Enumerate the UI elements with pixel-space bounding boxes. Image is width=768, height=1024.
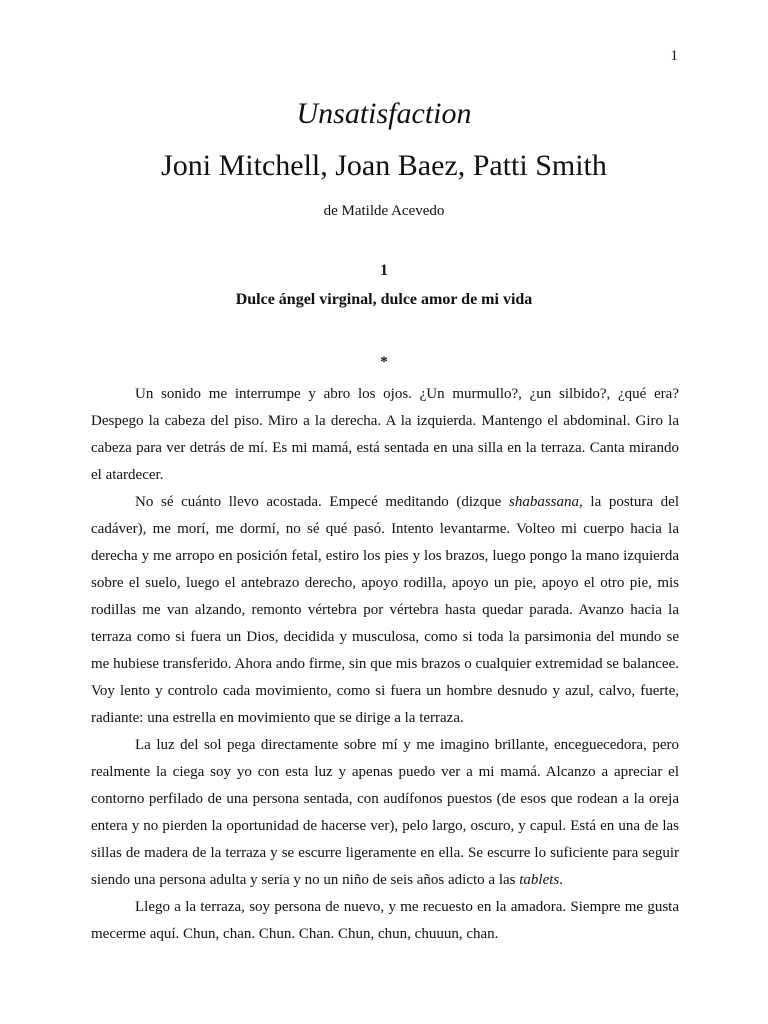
section-separator: * [380,354,388,370]
chapter-number: 1 [380,262,388,279]
book-title: Unsatisfaction [296,97,472,130]
author-line: de Matilde Acevedo [323,203,445,219]
page-number: 1 [670,48,678,64]
book-subtitle: Joni Mitchell, Joan Baez, Patti Smith [161,149,607,182]
paragraph-text: . [559,872,563,888]
chapter-title: Dulce ángel virginal, dulce amor de mi vida [235,291,533,308]
body-text [91,381,679,948]
paragraph: Llego a la terraza, soy persona de nuevo, y me recuesto en la amadora. Siempre me gusta mecerme aquí. Chun, chan. Chun. Chan. Chun, chun, chuuun, chan. [91,899,679,942]
paragraph: Un sonido me interrumpe y abro los ojos. ¿Un murmullo?, ¿un silbido?, ¿qué era? Despego la cabeza del piso. Miro a la derecha. A la izquierda. Mantengo el abdominal. Giro la cabeza para ver detrás de mí. Es mi mamá, está sentada en una silla en la terraza. Canta mirando el atardecer. [91,386,679,483]
italic-term: tablets [519,872,560,888]
paragraph-text: , la postura del cadáver), me morí, me dormí, no sé qué pasó. Intento levantarme. Volteo mi cuerpo hacia la derecha y me arropo en posición fetal, estiro los pies y los brazos, luego pongo la mano izquierda sobre el suelo, luego el antebrazo derecho, apoyo rodilla, apoyo un pie, apoyo el otro pie, mis rodillas me van alzando, remonto vértebra por vértebra hasta quedar parada. Avanzo hacia la terraza como si fuera un Dios, decidida y musculosa, como si toda la parsimonia del mundo se me hubiese transferido. Ahora ando firme, sin que mis brazos o cualquier extremidad se balancee. Voy lento y controlo cada movimiento, como si fuera un hombre desnudo y azul, calvo, fuerte, radiante: una estrella en movimiento que se dirige a la terraza. [91,494,680,726]
paragraph [91,489,679,732]
paragraph-text: No sé cuánto llevo acostada. Empecé meditando (dizque [135,494,509,510]
paragraph [91,732,679,894]
paragraph-text: La luz del sol pega directamente sobre mí y me imagino brillante, enceguecedora, pero realmente la ciega soy yo con esta luz y apenas puedo ver a mi mamá. Alcanzo a apreciar el contorno perfilado de una persona sentada, con audífonos puestos (de esos que rodean a la oreja entera y no pierden la oportunidad de hacerse ver), pelo largo, oscuro, y capul. Está en una de las sillas de madera de la terraza y se escurre ligeramente en ella. Se escurre lo suficiente para seguir siendo una persona adulta y seria y no un niño de seis años adicto a las [91,737,679,888]
italic-term: shabassana [508,494,579,510]
